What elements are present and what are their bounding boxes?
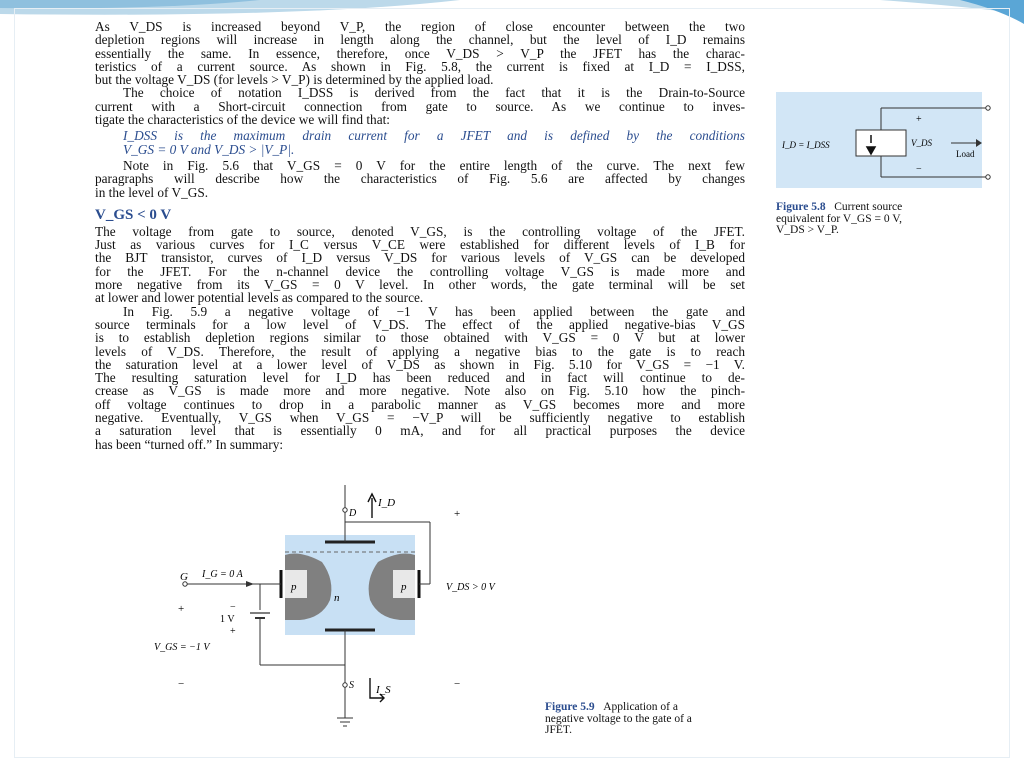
body-text-line: levels of V_DS. Therefore, the result of applying a negative bias to the gate is to reach xyxy=(95,343,745,359)
fig9-d-label: D xyxy=(349,508,357,519)
body-text-line: has been “turned off.” In summary: xyxy=(95,436,284,452)
fig9-p-left-label: p xyxy=(291,581,297,593)
body-text-line: I_DSS is the maximum drain current for a JFET and is defined by the conditions xyxy=(123,128,745,144)
body-text-line: In Fig. 5.9 a negative voltage of −1 V has been applied between the gate and xyxy=(123,303,745,319)
figure-5-9-number: Figure 5.9 xyxy=(545,701,595,713)
body-text-line: the saturation level at a lower level of V_DS as shown in Fig. 5.10 for V_GS = −1 V. xyxy=(95,356,745,372)
fig9-is-label: I_S xyxy=(376,684,391,696)
fig8-load-label: Load xyxy=(956,149,975,159)
body-text-line: depletion regions will increase in length along the channel, but the level of I_D remains xyxy=(95,32,745,48)
caption-line: JFET. xyxy=(545,724,572,736)
body-text-line: Note in Fig. 5.6 that V_GS = 0 V for the entire length of the curve. The next few xyxy=(123,157,745,173)
fig9-plus-left-label: + xyxy=(178,603,185,615)
fig9-s-label: S xyxy=(349,680,354,691)
body-text-line: tigate the characteristics of the device we will find that: xyxy=(95,112,390,128)
body-text-line: As V_DS is increased beyond V_P, the region of close encounter between the two xyxy=(95,19,745,34)
current-source-box xyxy=(856,130,906,156)
fig8-minus-label: − xyxy=(916,164,922,175)
fig9-battery-plus-label: + xyxy=(230,626,236,637)
drain-terminal xyxy=(343,508,347,512)
fig9-vds-label: V_DS > 0 V xyxy=(446,582,495,593)
fig9-g-label: G xyxy=(180,571,188,583)
body-text-line: but the voltage V_DS (for levels > V_P) is determined by the applied load. xyxy=(95,72,494,88)
body-text-line: essentially the same. In essence, therefore, once V_DS > V_P the JFET has the charac- xyxy=(95,45,745,61)
figure-5-8-diagram xyxy=(776,92,994,188)
body-text-line: teristics of a current source. As shown in Fig. 5.8, the current is fixed at I_D = I_DSS, xyxy=(95,58,745,74)
gate-current-arrow-icon xyxy=(246,581,254,587)
body-text-line: The resulting saturation level for I_D has been reduced and in fact will continue to de- xyxy=(95,370,745,386)
fig9-battery-minus-label: − xyxy=(230,602,236,613)
fig9-plus-top-label: + xyxy=(454,508,461,520)
fig9-minus-left-label: − xyxy=(178,678,185,690)
caption-line: V_DS > V_P. xyxy=(776,224,839,236)
fig9-minus-right-label: − xyxy=(454,678,461,690)
fig8-plus-label: + xyxy=(916,114,922,125)
fig9-id-label: I_D xyxy=(378,497,396,509)
figure-5-9-diagram xyxy=(150,480,530,735)
body-text-line: at lower and lower potential levels as compared to the source. xyxy=(95,290,424,306)
section-heading: V_GS < 0 V xyxy=(95,206,172,223)
figure-5-8-caption xyxy=(776,202,996,237)
body-text-line: off voltage continues to drop in a parabolic manner as V_GS becomes more and more xyxy=(95,396,745,412)
caption-line: Current source xyxy=(834,201,903,213)
figure-5-8-number: Figure 5.8 xyxy=(776,201,826,213)
fig9-ig-label: I_G = 0 A xyxy=(202,569,243,580)
caption-line: negative voltage to the gate of a xyxy=(545,712,692,725)
fig9-battery-v-label: 1 V xyxy=(220,614,235,625)
fig8-vds-label: V_DS xyxy=(911,138,932,148)
body-text-line: crease as V_GS is made more and more negative. Note also on Fig. 5.10 how the pinch- xyxy=(95,383,745,399)
body-text-line: paragraphs will describe how the characteristics of Fig. 5.6 are affected by changes xyxy=(95,171,745,187)
body-text-line: a saturation level that is essentially 0 mA, and for all practical purposes the device xyxy=(95,423,745,439)
body-text-line: for the JFET. For the n-channel device the controlling voltage V_GS is made more and xyxy=(95,263,745,279)
caption-line: Application of a xyxy=(603,701,678,713)
body-text-line: source terminals for a low level of V_DS. The effect of the applied negative-bias V_GS xyxy=(95,316,745,332)
fig9-n-label: n xyxy=(334,592,340,604)
caption-line: equivalent for V_GS = 0 V, xyxy=(776,212,902,225)
drain-current-arrow-icon xyxy=(368,494,376,518)
fig9-vgs-label: V_GS = −1 V xyxy=(154,642,210,653)
figure-5-9-caption xyxy=(545,702,765,737)
body-text-line: current with a Short-circuit connection from gate to source. As we continue to inves- xyxy=(95,98,745,114)
source-terminal xyxy=(343,683,347,687)
body-text-line: V_GS = 0 V and V_DS > |V_P|. xyxy=(123,141,295,157)
body-text-line: The voltage from gate to source, denoted V_GS, is the controlling voltage of the JFET. xyxy=(95,223,745,239)
body-text-line: the BJT transistor, curves of I_D versus V_DS for various levels of V_GS can be developed xyxy=(95,250,745,266)
fig8-id-label: I_D = I_DSS xyxy=(782,140,830,150)
text-column xyxy=(95,20,745,451)
body-text-line: is to establish depletion regions similar to those obtained with V_GS = 0 V but at lower xyxy=(95,330,745,346)
body-text-line: The choice of notation I_DSS is derived from the fact that it is the Drain-to-Source xyxy=(123,85,745,101)
body-text-line: negative. Eventually, V_GS when V_GS = −V_P will be sufficiently negative to establish xyxy=(95,410,745,426)
body-text-line: Just as various curves for I_C versus V_CE were established for different levels of I_B for xyxy=(95,237,745,253)
body-text-line: more negative from its V_GS = 0 V level. In other words, the gate terminal will be set xyxy=(95,277,745,293)
fig9-p-right-label: p xyxy=(401,581,407,593)
body-text-line: in the level of V_GS. xyxy=(95,184,209,200)
